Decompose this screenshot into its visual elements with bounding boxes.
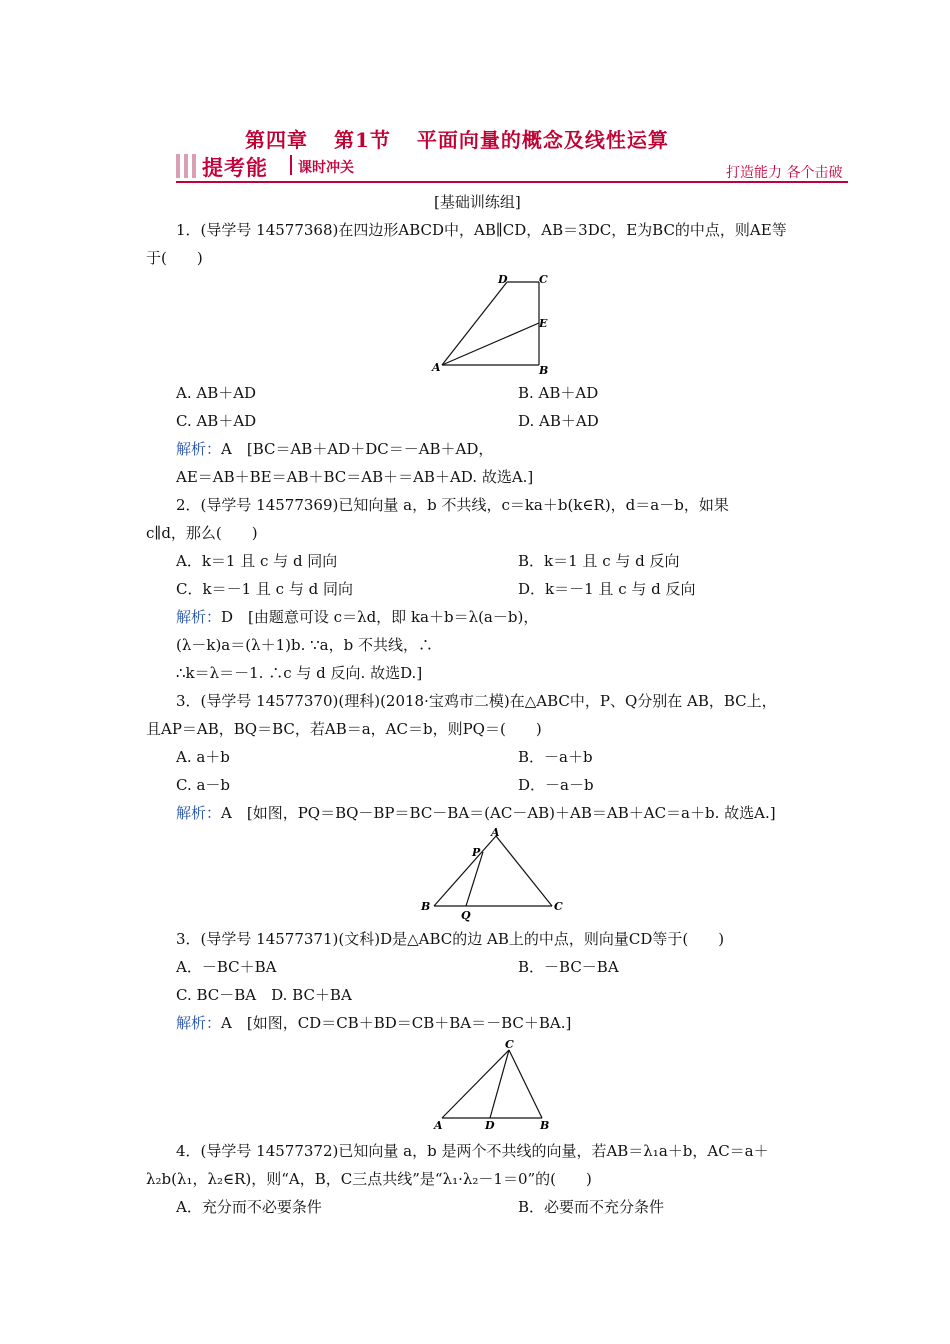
label-d: D: [485, 1119, 495, 1132]
q2-solution-line-3: ∴k＝λ＝－1. ∴c 与 d 反向. 故选D.]: [176, 664, 423, 682]
q1-line-2: 于( ): [146, 249, 203, 267]
q3w-option-b: B．－BC－BA: [518, 958, 619, 976]
segment-ab: [434, 836, 496, 906]
q4-option-a: A．充分而不必要条件: [176, 1198, 322, 1216]
q2-solution-line-1: [176, 607, 538, 627]
figure-triangle-apq: [416, 826, 572, 922]
q1-option-d: D. AB＋AD: [518, 412, 599, 430]
banner-bar: [176, 154, 180, 178]
label-a: A: [434, 1119, 443, 1132]
q4-option-b: B．必要而不充分条件: [518, 1198, 665, 1216]
q1-solution-line-1: [176, 439, 493, 459]
q3w-option-a: A．－BC＋BA: [176, 958, 277, 976]
q3-line-1: 3．(导学号 14577370)(理科)(2018·宝鸡市二模)在△ABC中，P、Q分别在 AB，BC上，: [176, 692, 777, 710]
banner-sub-label: 课时冲关: [298, 160, 354, 176]
label-b: B: [540, 1119, 550, 1132]
solution-label: 解析：: [176, 804, 222, 822]
label-q: Q: [461, 909, 471, 922]
solution-text: D [由题意可设 c＝λd，即 ka＋b＝λ(a－b)，: [221, 608, 539, 626]
q3w-option-cd: C. BC－BA D. BC＋BA: [176, 986, 352, 1004]
solution-text: A [如图，PQ＝BQ－BP＝BC－BA＝(AC－AB)＋AB＝AB＋AC＝a＋b. 故选A.]: [221, 804, 776, 822]
label-c: C: [554, 900, 563, 913]
q2-line-2: c∥d，那么( ): [146, 524, 258, 542]
q1-line-1: 1．(导学号 14577368)在四边形ABCD中，AB∥CD，AB＝3DC，E为BC的中点，则AE等: [176, 221, 787, 239]
label-d: D: [498, 273, 508, 286]
chapter-title: [245, 124, 669, 153]
solution-label: 解析：: [176, 1014, 222, 1032]
q3-option-c: C. a－b: [176, 776, 231, 794]
section-label: 第1节: [334, 128, 391, 152]
solution-text: A [BC＝AB＋AD＋DC＝－AB＋AD，: [221, 440, 494, 458]
label-c: C: [539, 273, 548, 286]
q1-solution-line-2: AE＝AB＋BE＝AB＋BC＝AB＋＝AB＋AD. 故选A.]: [176, 468, 534, 486]
label-a: A: [432, 361, 441, 374]
q3w-line-1: 3．(导学号 14577371)(文科)D是△ABC的边 AB上的中点，则向量CD等于( ): [176, 930, 725, 948]
label-c: C: [505, 1038, 514, 1051]
segment-ae: [442, 323, 539, 365]
q3-option-d: D．－a－b: [518, 776, 594, 794]
q2-solution-line-2: (λ－k)a＝(λ＋1)b. ∵a，b 不共线，∴: [176, 636, 433, 654]
banner-main-label: 提考能: [202, 156, 268, 180]
q1-option-c: C. AB＋AD: [176, 412, 257, 430]
figure-quadrilateral: [428, 272, 562, 376]
topic-label: 平面向量的概念及线性运算: [416, 128, 669, 152]
q2-line-1: 2．(导学号 14577369)已知向量 a，b 不共线，c＝ka＋b(k∈R)，d＝a－b，如果: [176, 496, 729, 514]
q3w-solution-line-1: [176, 1013, 571, 1033]
chapter-label: 第四章: [245, 128, 308, 152]
label-b: B: [421, 900, 431, 913]
q4-line-1: 4．(导学号 14577372)已知向量 a，b 是两个不共线的向量，若AB＝λ₁a＋b，AC＝a＋: [176, 1142, 769, 1160]
segment-ad: [442, 282, 507, 365]
q2-option-d: D．k＝－1 且 c 与 d 反向: [518, 580, 696, 598]
banner-separator: [290, 155, 292, 175]
label-a: A: [491, 826, 500, 839]
segment-cb: [509, 1050, 542, 1118]
banner-bar: [184, 154, 188, 178]
q3-option-a: A. a＋b: [176, 748, 230, 766]
q3-solution-line-1: [176, 803, 776, 823]
solution-text: A [如图，CD＝CB＋BD＝CB＋BA＝－BC＋BA.]: [221, 1014, 572, 1032]
figure-triangle-cd: [430, 1036, 560, 1132]
q2-option-b: B．k＝1 且 c 与 d 反向: [518, 552, 680, 570]
segment-ac: [496, 836, 552, 906]
header-rule: [176, 181, 848, 183]
slogan: 打造能力 各个击破: [726, 165, 843, 181]
label-b: B: [539, 364, 549, 376]
q3-option-b: B．－a＋b: [518, 748, 593, 766]
q1-option-b: B. AB＋AD: [518, 384, 599, 402]
label-p: P: [472, 846, 481, 859]
q4-line-2: λ₂b(λ₁，λ₂∈R)，则“A，B，C三点共线”是“λ₁·λ₂－1＝0”的( ): [146, 1170, 592, 1188]
banner-bar: [192, 154, 196, 178]
q1-option-a: A. AB＋AD: [176, 384, 257, 402]
q2-option-c: C．k＝－1 且 c 与 d 同向: [176, 580, 353, 598]
label-e: E: [539, 317, 548, 330]
group-title: [基础训练组]: [434, 193, 521, 211]
solution-label: 解析：: [176, 440, 222, 458]
q2-option-a: A．k＝1 且 c 与 d 同向: [176, 552, 338, 570]
q3-line-2: 且AP＝AB，BQ＝BC，若AB＝a，AC＝b，则PQ＝( ): [146, 720, 542, 738]
solution-label: 解析：: [176, 608, 222, 626]
